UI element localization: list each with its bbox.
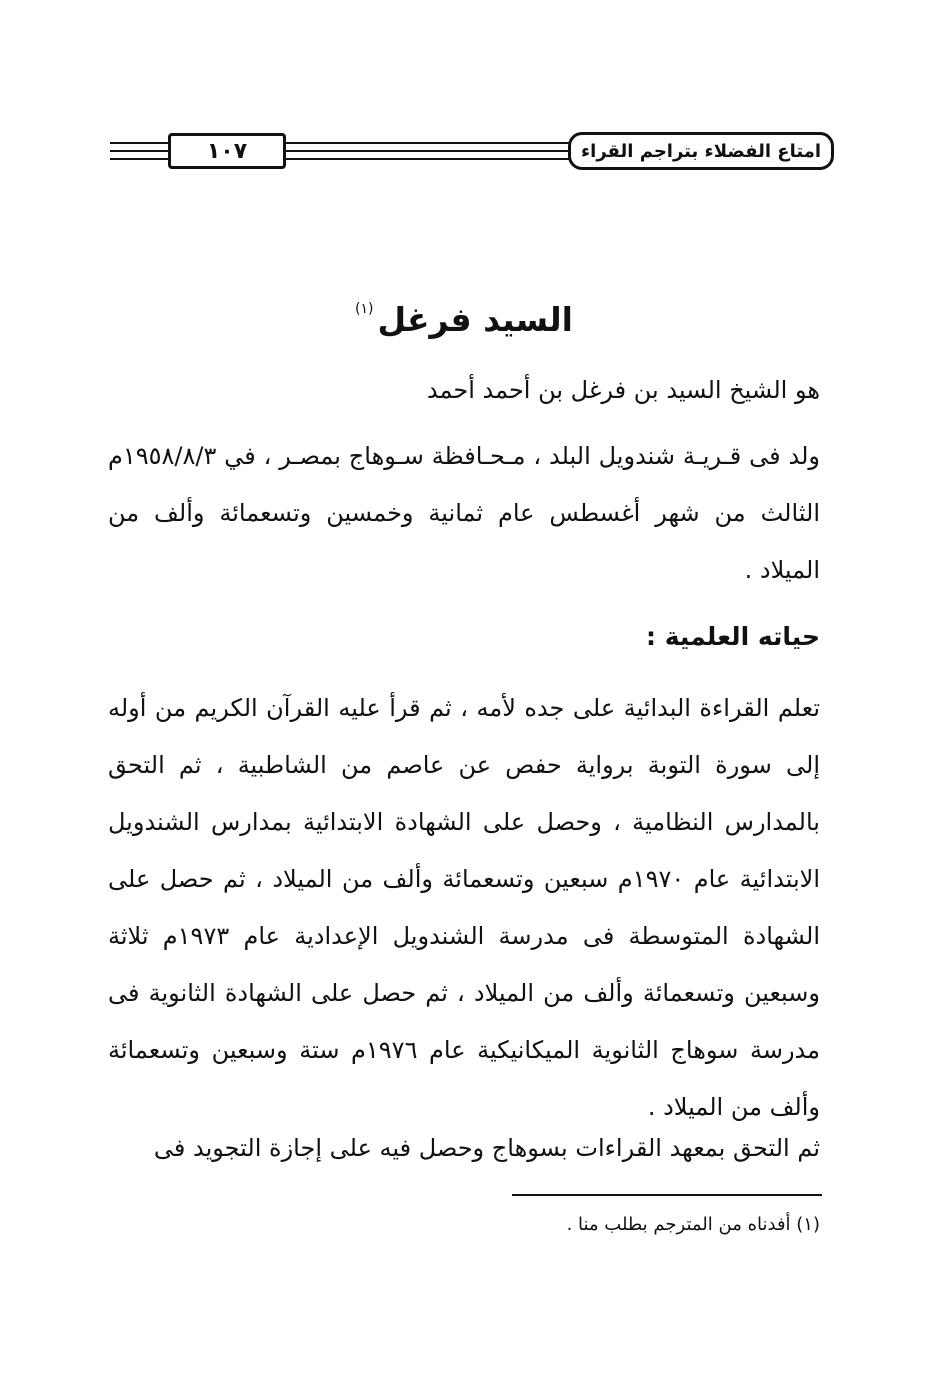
header-rule [110, 150, 170, 152]
education-paragraph: تعلم القراءة البدائية على جده لأمه ، ثم قرأ عليه القرآن الكريم من أوله إلى سورة التوبة برواية حفص عن عاصم من الشاطبية ، ثم التحق بالمدارس النظامية ، وحصل على الشهادة الابتدائية بمدارس الشندويل الابتدائية عام ١٩٧٠م سبعين وتسعمائة وألف من الميلاد ، ثم حصل على الشهادة المتوسطة فى مدرسة الشندويل الإعدادية عام ١٩٧٣م ثلاثة وسبعين وتسعمائة وألف من الميلاد ، ثم حصل على الشهادة الثانوية فى مدرسة سوهاج الثانوية الميكانيكية عام ١٩٧٦م ستة وسبعين وتسعمائة وألف من الميلاد . [108, 694, 821, 1121]
footnote: (١) أفدناه من المترجم بطلب منا . [566, 1214, 820, 1235]
continuation-line: ثم التحق بمعهد القراءات بسوهاج وحصل فيه على إجازة التجويد فى [153, 1134, 820, 1162]
biography-title [108, 300, 820, 339]
section-heading: حياته العلمية : [646, 622, 820, 651]
name-line: هو الشيخ السيد بن فرغل بن أحمد أحمد [426, 376, 820, 404]
footnote-separator [512, 1194, 822, 1196]
running-book-title: امتاع الفضلاء بتراجم القراء [568, 132, 834, 170]
page-header [110, 126, 836, 178]
header-rule [286, 150, 570, 152]
header-rule [110, 142, 170, 144]
footnote-reference: (١) [355, 301, 374, 317]
header-rule [286, 158, 570, 160]
page-number: ١٠٧ [168, 133, 286, 169]
biography-title-text: السيد فرغل [377, 300, 573, 339]
header-rule [286, 142, 570, 144]
birth-paragraph: ولد فى قـريـة شندويل البلد ، مـحـافظة سـوهاج بمصـر ، في ١٩٥٨/٨/٣م الثالث من شهر أغسطس عام ثمانية وخمسين وتسعمائة وألف من الميلاد . [108, 442, 820, 584]
header-rule [110, 158, 170, 160]
